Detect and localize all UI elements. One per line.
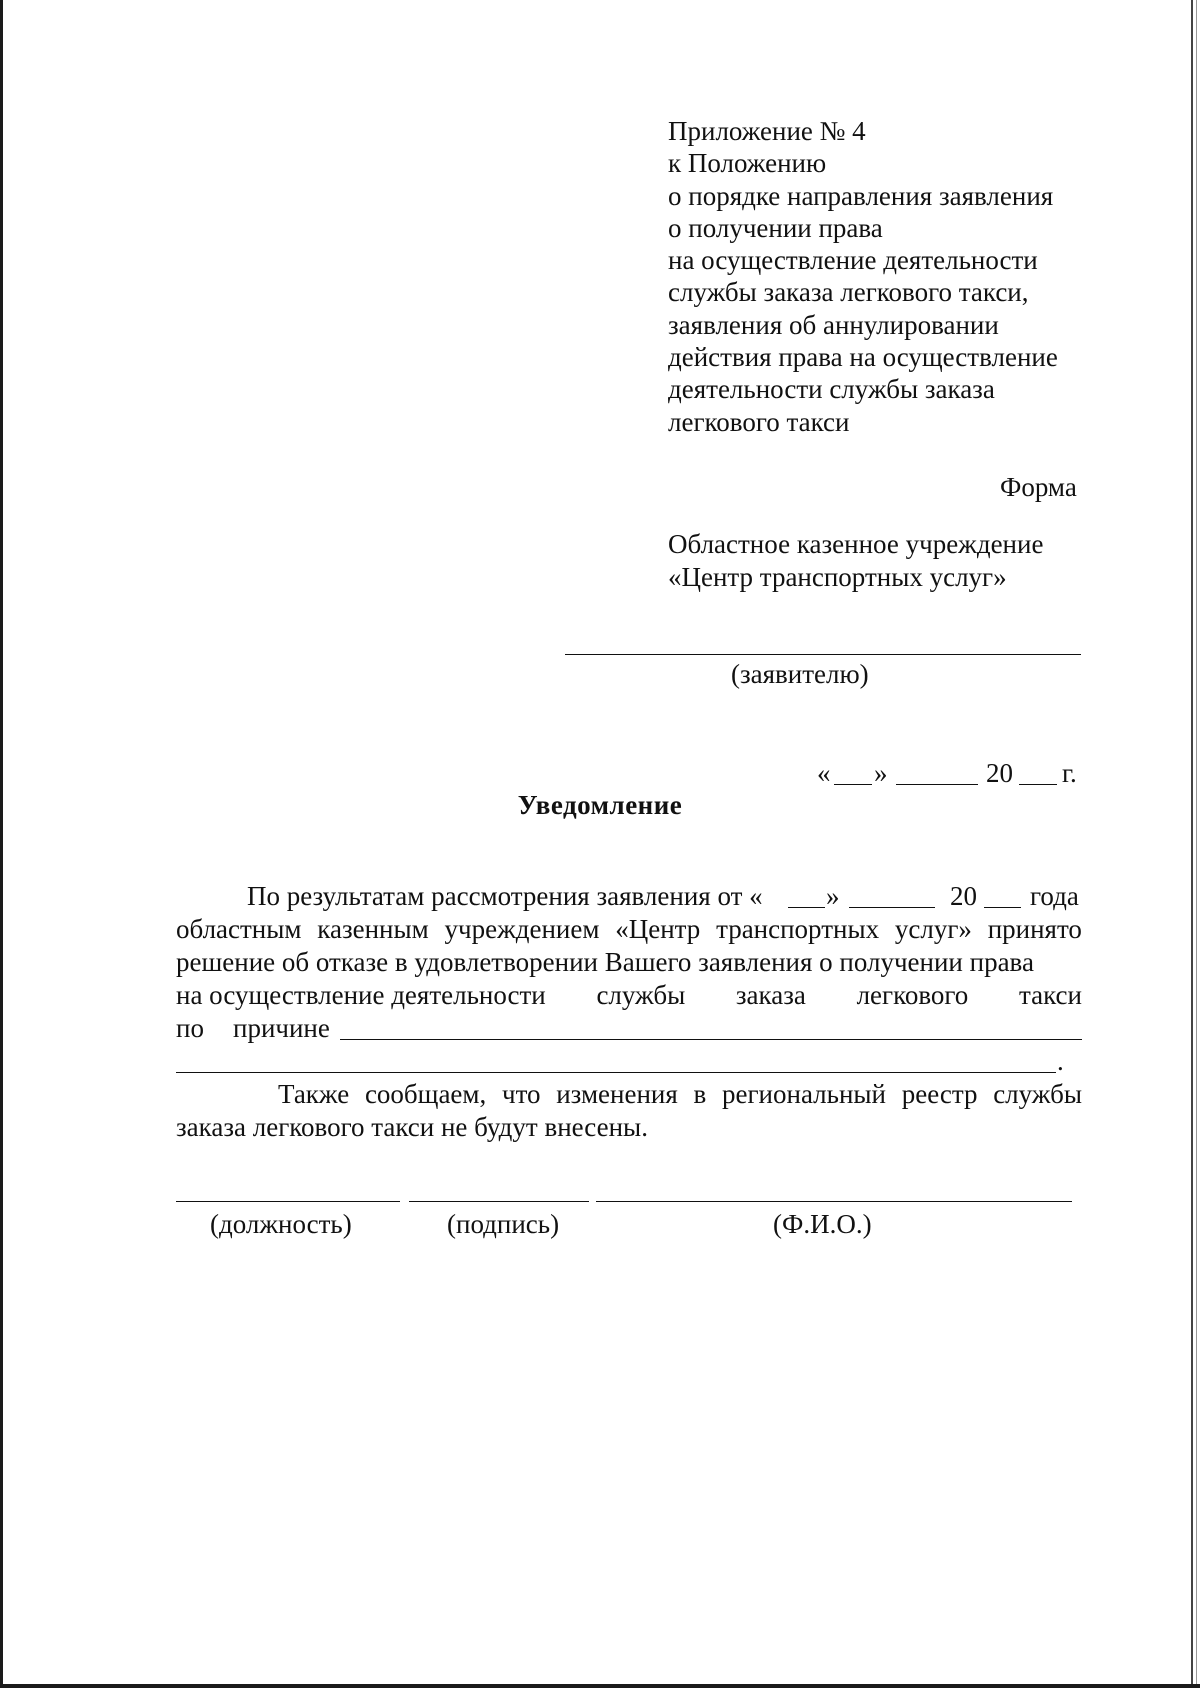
- organization-name-line2: «Центр транспортных услуг»: [668, 562, 1007, 592]
- recipient-blank-line: [565, 654, 1081, 655]
- appendix-line: заявления об аннулировании: [668, 309, 999, 340]
- body-line5-reason-label: причине: [233, 1013, 330, 1043]
- appendix-line: службы заказа легкового такси,: [668, 277, 1029, 308]
- body-word: заказа: [735, 980, 806, 1010]
- date-century: 20: [986, 758, 1013, 788]
- body-word: службы: [993, 1079, 1082, 1109]
- body-line2: [176, 913, 1082, 945]
- body-line4: [176, 979, 1082, 1011]
- body-line1-century: 20: [950, 881, 977, 911]
- appendix-header: [668, 115, 1058, 438]
- application-month-blank: [849, 907, 935, 908]
- body-word: реестр: [901, 1079, 978, 1109]
- document-title: Уведомление: [517, 790, 683, 820]
- position-caption: (должность): [210, 1209, 352, 1239]
- body-word: изменения: [556, 1079, 678, 1109]
- date-month-blank: [896, 784, 978, 785]
- body-word: региональный: [721, 1079, 886, 1109]
- body-word: такси: [1018, 980, 1082, 1010]
- date-day-blank: [834, 784, 872, 785]
- body-word: на осуществление деятельности: [176, 980, 546, 1010]
- date-year-blank: [1019, 784, 1057, 785]
- organization-name-line1: Областное казенное учреждение: [668, 529, 1044, 559]
- body-word: в: [693, 1079, 707, 1109]
- name-caption: (Ф.И.О.): [773, 1209, 872, 1239]
- name-blank-line: [596, 1201, 1072, 1202]
- body-para2-line2: заказа легкового такси не будут внесены.: [176, 1112, 648, 1142]
- application-day-blank: [788, 907, 825, 908]
- body-word: службы: [596, 980, 686, 1010]
- appendix-line: легкового такси: [668, 406, 850, 437]
- body-line1-end: года: [1030, 881, 1079, 911]
- body-word: казенным: [317, 914, 429, 944]
- form-label: Форма: [1000, 472, 1077, 502]
- appendix-line: действия права на осуществление: [668, 342, 1058, 373]
- reason-blank-line-2: [176, 1072, 1056, 1073]
- appendix-line: о порядке направления заявления: [668, 180, 1054, 211]
- body-word: что: [501, 1079, 541, 1109]
- body-line3: решение об отказе в удовлетворении Вашего заявления о получении права: [176, 947, 1034, 977]
- signature-caption: (подпись): [447, 1209, 560, 1239]
- body-line1-close-quote: »: [826, 881, 840, 911]
- position-blank-line: [176, 1201, 400, 1202]
- application-year-blank: [984, 907, 1021, 908]
- signature-blank-line: [409, 1201, 589, 1202]
- date-open-quote: «: [817, 758, 831, 788]
- scan-edge-right-inner: [1196, 0, 1197, 1688]
- body-word: Также: [278, 1079, 350, 1109]
- body-para2-line1: [278, 1078, 1082, 1110]
- appendix-line: к Положению: [668, 148, 827, 179]
- body-word: областным: [176, 914, 302, 944]
- reason-end-period: .: [1057, 1046, 1064, 1076]
- appendix-line: о получении права: [668, 212, 883, 243]
- scan-edge-right: [1191, 0, 1193, 1688]
- reason-blank-line-1: [340, 1039, 1082, 1040]
- appendix-line: деятельности службы заказа: [668, 374, 995, 405]
- appendix-line: на осуществление деятельности: [668, 245, 1038, 276]
- body-word: «Центр: [615, 914, 701, 944]
- body-line5-po: по: [176, 1013, 204, 1043]
- date-close-quote: »: [874, 758, 888, 788]
- body-word: учреждением: [444, 914, 600, 944]
- date-year-suffix: г.: [1062, 758, 1077, 788]
- body-word: сообщаем,: [364, 1079, 487, 1109]
- body-word: легкового: [856, 980, 969, 1010]
- body-word: услуг»: [894, 914, 972, 944]
- body-word: принято: [987, 914, 1082, 944]
- scan-edge-bottom: [0, 1684, 1200, 1688]
- body-line1-start: По результатам рассмотрения заявления от «: [247, 881, 763, 911]
- appendix-line: Приложение № 4: [668, 116, 866, 146]
- recipient-caption: (заявителю): [731, 659, 869, 689]
- body-word: транспортных: [716, 914, 880, 944]
- scan-edge-left: [0, 0, 3, 1688]
